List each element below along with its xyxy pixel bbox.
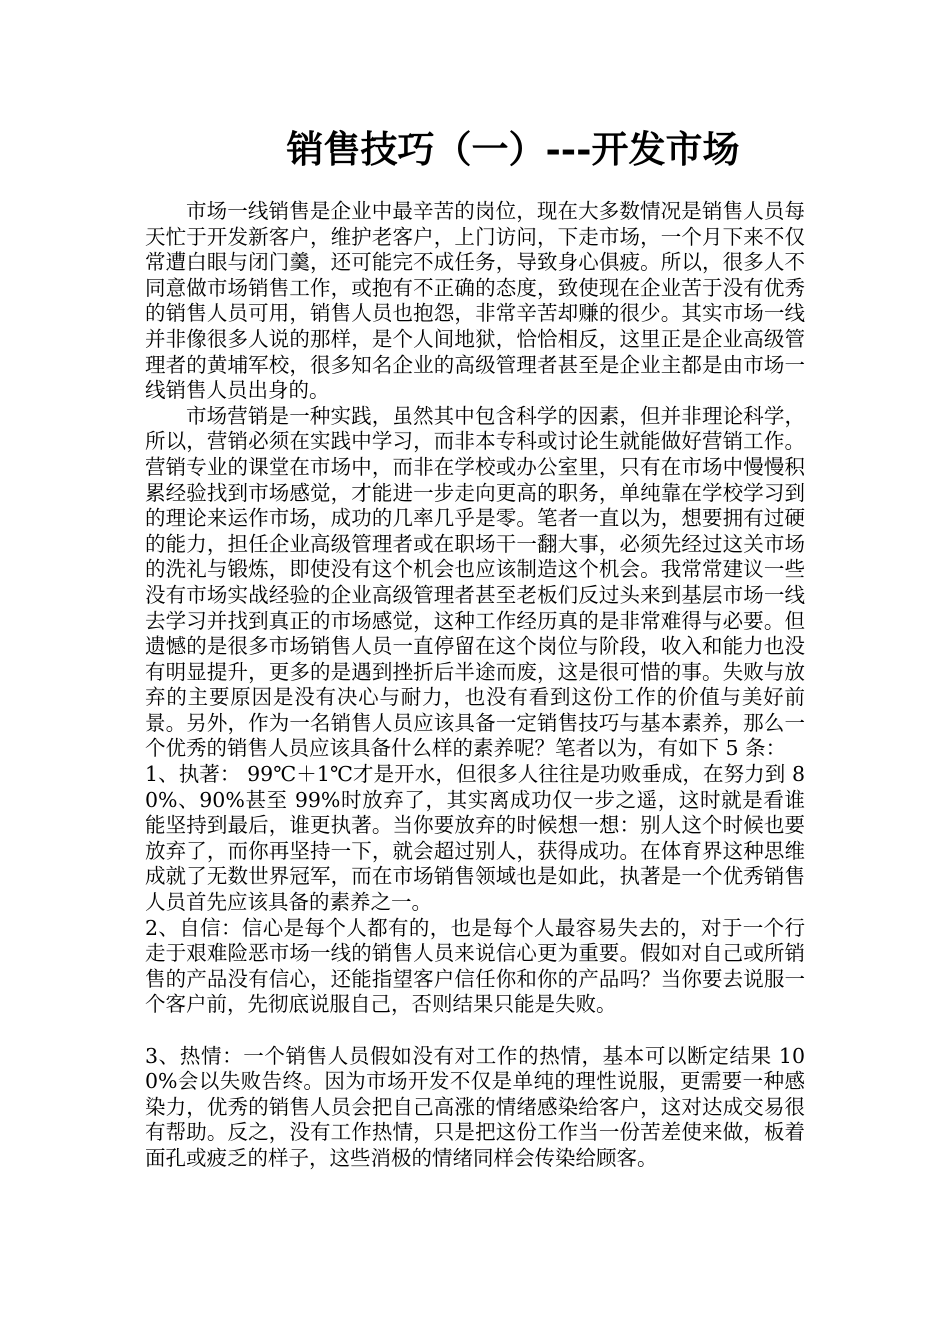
paragraph-marketing-practice: 市场营销是一种实践，虽然其中包含科学的因素，但并非理论科学，所以，营销必须在实践中学习，而非本专科或讨论生就能做好营销工作。营销专业的课堂在市场中，而非在学校或办公室里，只有在市场中慢慢积累经验找到市场感觉，才能进一步走向更高的职务，单纯靠在学校学习到的理论来运作市场，成功的几率几乎是零。笔者一直以为，想要拥有过硬的能力，担任企业高级管理者或在职场干一翻大事，必须先经过这关市场的洗礼与锻炼，即使没有这个机会也应该制造这个机会。我常常建议一些没有市场实战经验的企业高级管理者甚至老板们反过头来到基层市场一线去学习并找到真正的市场感觉，这种工作经历真的是非常难得与必要。但遗憾的是很多市场销售人员一直停留在这个岗位与阶段，收入和能力也没有明显提升，更多的是遇到挫折后半途而废，这是很可惜的事。失败与放弃的主要原因是没有决心与耐力，也没有看到这份工作的价值与美好前景。另外，作为一名销售人员应该具备一定销售技巧与基本素养，那么一个优秀的销售人员应该具备什么样的素养呢？笔者以为，有如下 5 条： [145, 403, 805, 761]
paragraph-intro: 市场一线销售是企业中最辛苦的岗位，现在大多数情况是销售人员每天忙于开发新客户，维护老客户，上门访问，下走市场，一个月下来不仅常遭白眼与闭门羹，还可能完不成任务，导致身心俱疲。所以，很多人不同意做市场销售工作，或抱有不正确的态度，致使现在企业苦于没有优秀的销售人员可用，销售人员也抱怨，非常辛苦却赚的很少。其实市场一线并非像很多人说的那样，是个人间地狱，恰恰相反，这里正是企业高级管理者的黄埔军校，很多知名企业的高级管理者甚至是企业主都是由市场一线销售人员出身的。 [145, 199, 805, 403]
document-body [145, 199, 805, 1172]
document-title: 销售技巧（一）---开发市场 [286, 127, 740, 171]
paragraph-point-persistence: 1、执著： 99℃＋1℃才是开水，但很多人往往是功败垂成，在努力到 80%、90%甚至 99%时放弃了，其实离成功仅一步之遥，这时就是看谁能坚持到最后，谁更执著。当你要放弃的时候想一想：别人这个时候也要放弃了，而你再坚持一下，就会超过别人，获得成功。在体育界这种思维成就了无数世界冠军，而在市场销售领域也是如此，执著是一个优秀销售人员首先应该具备的素养之一。 [145, 762, 805, 915]
blank-line [145, 1018, 805, 1044]
paragraph-point-confidence: 2、自信：信心是每个人都有的，也是每个人最容易失去的，对于一个行走于艰难险恶市场一线的销售人员来说信心更为重要。假如对自己或所销售的产品没有信心，还能指望客户信任你和你的产品吗？当你要去说服一个客户前，先彻底说服自己，否则结果只能是失败。 [145, 915, 805, 1017]
paragraph-point-enthusiasm: 3、热情：一个销售人员假如没有对工作的热情，基本可以断定结果 100%会以失败告终。因为市场开发不仅是单纯的理性说服，更需要一种感染力，优秀的销售人员会把自己高涨的情绪感染给客户，这对达成交易很有帮助。反之，没有工作热情，只是把这份工作当一份苦差使来做，板着面孔或疲乏的样子，这些消极的情绪同样会传染给顾客。 [145, 1043, 805, 1170]
